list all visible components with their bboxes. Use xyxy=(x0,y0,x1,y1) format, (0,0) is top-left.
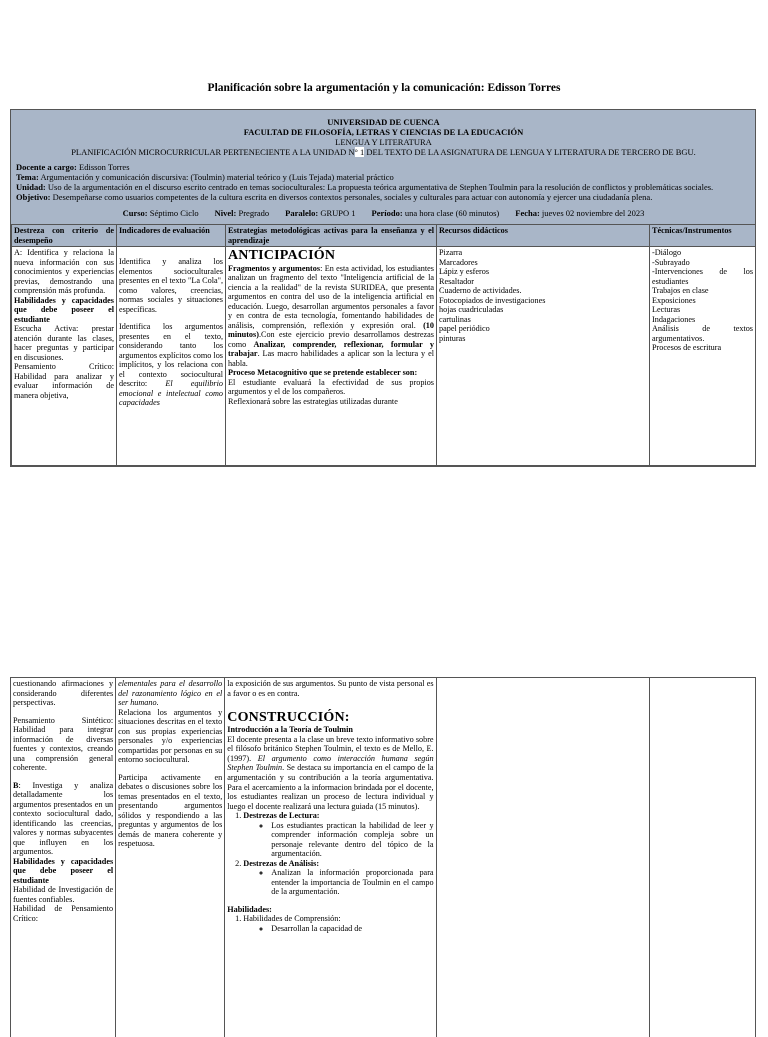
indicadores-cell: elementales para el desarrollo del razonamiento lógico en el ser humano. Relaciona los argumentos y situaciones descritas en el texto con sus propias experiencias personales y/o experiencias compartidas por personas en su entorno sociocultural. Participa activamente en debates o discusiones sobre los temas presentados en el texto, presentando argumentos sólidos y respondiendo a las preguntas y argumentos de los demás de manera coherente y respetuosa. xyxy=(116,678,225,1037)
objetivo-line: Objetivo: Desempeñarse como usuarios competentes de la cultura escrita en diversos contextos personales, sociales y culturales para actuar con autonomía y ejercer una ciudadanía plena. xyxy=(16,192,751,202)
recurso-item: Cuaderno de actividades. xyxy=(439,286,647,296)
tecnicas-cell xyxy=(650,247,756,466)
destrezas-list xyxy=(227,811,433,897)
recurso-item: Resaltador xyxy=(439,277,647,287)
fragmentos-paragraph: Fragmentos y argumentos: En esta actividad, los estudiantes analizan un fragmento del texto "Inteligencia artificial de la ciencia a la realidad" de la revista SURIDEA, que presenta argumentos en contra del uso de la inteligencia artificial en educación. Luego, desarrollan argumentos personales a favor y en contra de esta tecnología, fomentando habilidades de análisis, comprensión, reflexión y expresión oral. (10 minutos).Con este ejercicio previo desarrollamos destrezas como Analizar, comprender, reflexionar, formular y trabajar. Las macro habilidades a aplicar son la lectura y el habla. xyxy=(228,264,434,369)
periodo-field: Período: una hora clase (60 minutos) xyxy=(372,208,500,218)
recurso-item: Fotocopiados de investigaciones xyxy=(439,296,647,306)
destreza-cell: cuestionando afirmaciones y considerando diferentes perspectivas. Pensamiento Sintético: Habilidad para integrar información de diversas fuentes y contextos, creando una comprensión general coherente. B: Investiga y analiza detalladamente los argumentos presentados en un contexto sociocultural dado, identificando las creencias, valores y normas subyacentes que influyen en los argumentos. Habilidades y capacidades que debe poseer el estudiante Habilidad de Investigación de fuentes confiables. Habilidad de Pensamiento Crítico: xyxy=(11,678,116,1037)
course-meta-line xyxy=(16,208,751,218)
faculty-name: FACULTAD DE FILOSOFÍA, LETRAS Y CIENCIAS DE LA EDUCACIÓN xyxy=(16,127,751,137)
unidad-line: Unidad: Uso de la argumentación en el discurso escrito centrado en temas socioculturales: La propuesta teórica argumentativa de Stephen Toulmin para la resolución de conflictos y problemáticas sociales. xyxy=(16,182,751,192)
estrategias-cell: la exposición de sus argumentos. Su punto de vista personal es a favor o es en contra. CONSTRUCCIÓN: Introducción a la Teoría de Toulmin El docente presenta a la clase un breve texto informativo sobre el filósofo británico Stephen Toulmin, el texto es de Mello, E. (1997). El argumento como interacción humana según Stephen Toulmin. Se destaca su importancia en el campo de la argumentación y su contribución a la teoría argumentativa. Para el acercamiento a la informacion brindada por el docente, los estudiantes realizan un proceso de lectura individual y luego el docente realizará una lectura guiada (15 minutos). 1. Destrezas de Lectura: ◦ Los estudiantes practican la habilidad de leer y comprender información compleja sobre un personaje relevante dentro del tópico de la argumentación. 2. Destrezas de Análisis: ◦ Analizan la información proporcionada para entender la importancia de Toulmin en el campo de la argumentación. Habilidades: 1. Habilidades de Comprensión: ◦ Desarrollan la capacidad de xyxy=(225,678,436,1037)
col-header-indicadores: Indicadores de evaluación xyxy=(117,225,226,247)
estrategias-cell: ANTICIPACIÓN Fragmentos y argumentos: En esta actividad, los estudiantes analizan un fragmento del texto "Inteligencia artificial de la ciencia a la realidad" de la revista SURIDEA, que presenta argumentos en contra del uso de la inteligencia artificial en educación. Luego, desarrollan argumentos personales a favor y en contra de esta tecnología, fomentando habilidades de análisis, comprensión, reflexión y expresión oral. (10 minutos).Con este ejercicio previo desarrollamos destrezas como Analizar, comprender, reflexionar, formular y trabajar. Las macro habilidades a aplicar son la lectura y el habla. Proceso Metacognitivo que se pretende establecer son: El estudiante evaluará la efectividad de sus propios argumentos y el de los compañeros. Reflexionará sobre las estrategias utilizadas durante xyxy=(226,247,437,466)
tecnica-item: Trabajos en clase xyxy=(652,286,753,296)
tecnica-item: Lecturas xyxy=(652,305,753,315)
table-header-row xyxy=(12,225,756,247)
tecnica-item: Indagaciones xyxy=(652,315,753,325)
planning-description: PLANIFICACIÓN MICROCURRICULAR PERTENECIENTE A LA UNIDAD N° 1 DEL TEXTO DE LA ASIGNATURA DE LENGUA Y LITERATURA DE TERCERO DE BGU. xyxy=(16,147,751,157)
col-header-tecnicas: Técnicas/Instrumentos xyxy=(650,225,756,247)
recurso-item: Pizarra xyxy=(439,248,647,258)
habilidades-list xyxy=(227,914,433,933)
planning-table xyxy=(11,224,756,466)
tecnica-item: -Intervenciones de los estudiantes xyxy=(652,267,753,286)
planning-header xyxy=(11,110,755,224)
recurso-item: hojas cuadriculadas xyxy=(439,305,647,315)
fecha-field: Fecha: jueves 02 noviembre del 2023 xyxy=(515,208,644,218)
table-row xyxy=(11,678,756,1037)
recursos-cell xyxy=(437,247,650,466)
curso-field: Curso: Séptimo Ciclo xyxy=(123,208,199,218)
recurso-item: Lápiz y esferos xyxy=(439,267,647,277)
col-header-estrategias: Estrategias metodológicas activas para la enseñanza y el aprendizaje xyxy=(226,225,437,247)
paralelo-field: Paralelo: GRUPO 1 xyxy=(285,208,355,218)
planning-page-1 xyxy=(10,109,756,467)
destreza-cell: A: Identifica y relaciona la nueva información con sus conocimientos y experiencias previas, demostrando una comprensión más profunda. Habilidades y capacidades que debe poseer el estudiante Escucha Activa: prestar atención durante las clases, hacer preguntas y participar en discusiones. Pensamiento Crítico: Habilidad para analizar y evaluar información de manera objetiva, xyxy=(12,247,117,466)
planning-page-2 xyxy=(10,677,756,1037)
tecnica-item: Procesos de escritura xyxy=(652,343,753,353)
tecnica-item: Análisis de textos argumentativos. xyxy=(652,324,753,343)
indicadores-cell: Identifica y analiza los elementos socioculturales presentes en el texto "La Cola", como valores, creencias, normas sociales y situaciones específicas. Identifica los argumentos presentes en el texto, considerando tanto los argumentos explícitos como los implícitos, y los relaciona con el contexto sociocultural descrito: El equilibrio emocional e intelectual como capacidades xyxy=(117,247,226,466)
anticipacion-heading: ANTICIPACIÓN xyxy=(228,248,434,263)
col-header-destreza: Destreza con criterio de desempeño xyxy=(12,225,117,247)
tecnica-item: -Subrayado xyxy=(652,258,753,268)
indicador-2: Identifica los argumentos presentes en el texto, considerando tanto los argumentos explícitos como los implícitos, y los relaciona con el contexto sociocultural descrito: El equilibrio emocional e intelectual como capacidades xyxy=(119,322,223,408)
tecnica-item: -Diálogo xyxy=(652,248,753,258)
recurso-item: cartulinas xyxy=(439,315,647,325)
destreza-b: B: Investiga y analiza detalladamente los argumentos presentados en un contexto sociocultural dado, identificando las creencias, valores y normas subyacentes que influyen en los argumentos. xyxy=(13,781,113,857)
recurso-item: Marcadores xyxy=(439,258,647,268)
university-name: UNIVERSIDAD DE CUENCA xyxy=(16,117,751,127)
recurso-item: papel periódico xyxy=(439,324,647,334)
subject-name: LENGUA Y LITERATURA xyxy=(16,137,751,147)
list-item: 1. Destrezas de Lectura: ◦ Los estudiantes practican la habilidad de leer y comprender información compleja sobre un personaje relevante dentro del tópico de la argumentación. xyxy=(243,811,433,859)
table-row xyxy=(12,247,756,466)
toulmin-paragraph: El docente presenta a la clase un breve texto informativo sobre el filósofo británico Stephen Toulmin, el texto es de Mello, E. (1997). El argumento como interacción humana según Stephen Toulmin. Se destaca su importancia en el campo de la argumentación y su contribución a la teoría argumentativa. Para el acercamiento a la informacion brindada por el docente, los estudiantes realizan un proceso de lectura individual y luego el docente realizará una lectura guiada (15 minutos). xyxy=(227,735,433,811)
col-header-recursos: Recursos didácticos xyxy=(437,225,650,247)
recurso-item: pinturas xyxy=(439,334,647,344)
list-item: 1. Habilidades de Comprensión: ◦ Desarrollan la capacidad de xyxy=(243,914,433,933)
list-item: 2. Destrezas de Análisis: ◦ Analizan la información proporcionada para entender la importancia de Toulmin en el campo de la argumentación. xyxy=(243,859,433,897)
planning-table-continued xyxy=(10,677,756,1037)
document-title: Planificación sobre la argumentación y la comunicación: Edisson Torres xyxy=(0,82,768,94)
construccion-heading: CONSTRUCCIÓN: xyxy=(227,710,433,725)
nivel-field: Nivel: Pregrado xyxy=(215,208,270,218)
tecnicas-cell xyxy=(649,678,755,1037)
recursos-cell xyxy=(436,678,649,1037)
docente-line: Docente a cargo: Edisson Torres xyxy=(16,162,751,172)
tecnica-item: Exposiciones xyxy=(652,296,753,306)
tema-line: Tema: Argumentación y comunicación discursiva: (Toulmin) material teórico y (Luis Tejada) material práctico xyxy=(16,172,751,182)
